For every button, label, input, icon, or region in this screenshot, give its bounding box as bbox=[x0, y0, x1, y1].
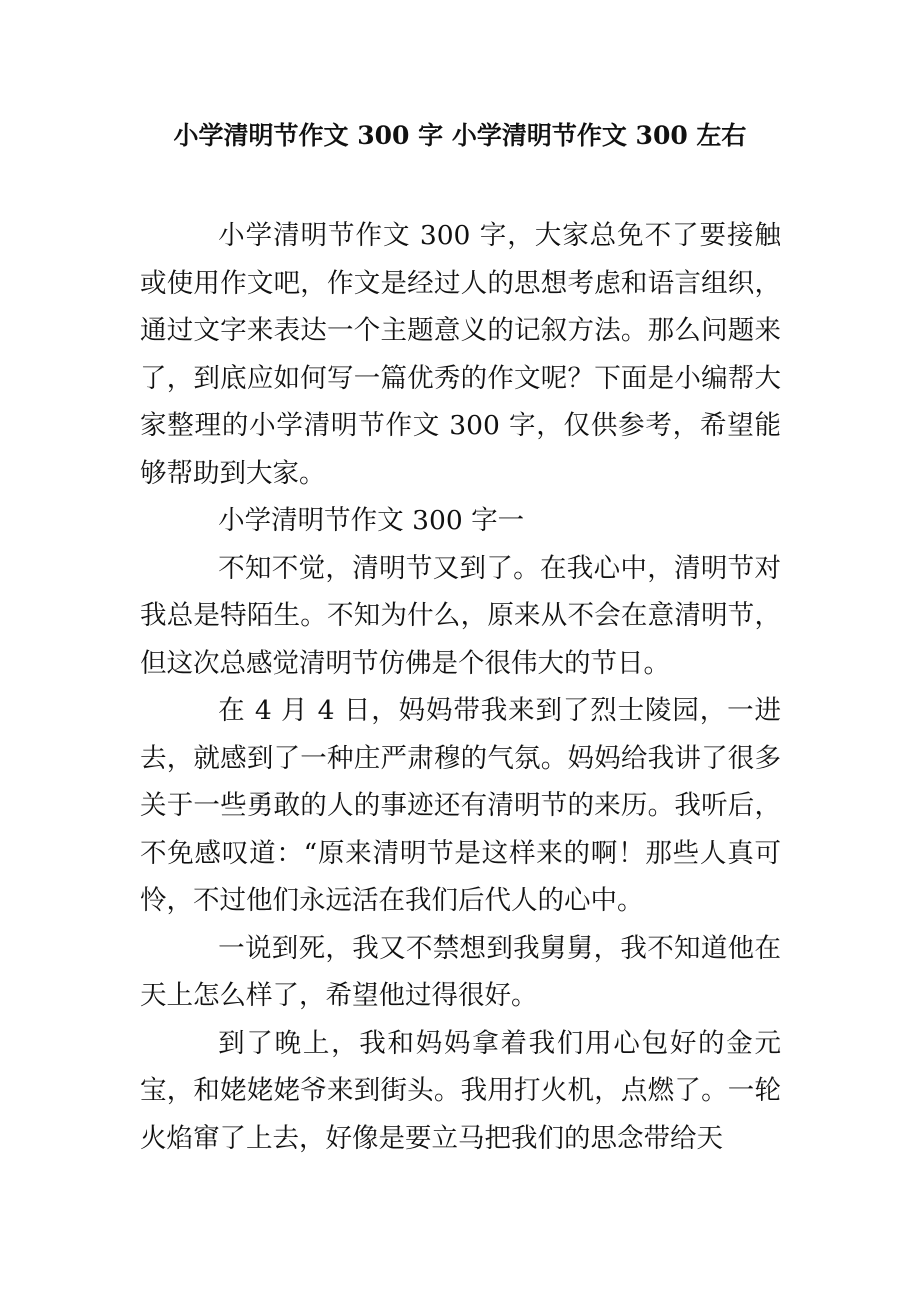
section-heading: 小学清明节作文 300 字一 bbox=[218, 505, 525, 536]
body-paragraph: 一说到死，我又不禁想到我舅舅，我不知道他在天上怎么样了，希望他过得很好。 bbox=[140, 932, 781, 1011]
document-body bbox=[140, 212, 781, 1162]
document-title: 小学清明节作文 300 字 小学清明节作文 300 左右 bbox=[173, 121, 747, 150]
body-paragraph: 不知不觉，清明节又到了。在我心中，清明节对我总是特陌生。不知为什么，原来从不会在意清明节，但这次总感觉清明节仿佛是个很伟大的节日。 bbox=[140, 552, 781, 679]
body-paragraph: 到了晚上，我和妈妈拿着我们用心包好的金元宝，和姥姥姥爷来到街头。我用打火机，点燃了。一轮火焰窜了上去，好像是要立马把我们的思念带给天 bbox=[140, 1027, 781, 1154]
intro-paragraph: 小学清明节作文 300 字，大家总免不了要接触或使用作文吧，作文是经过人的思想考虑和语言组织，通过文字来表达一个主题意义的记叙方法。那么问题来了，到底应如何写一篇优秀的作文呢？下面是小编帮大家整理的小学清明节作文 300 字，仅供参考，希望能够帮助到大家。 bbox=[140, 220, 781, 489]
body-paragraph: 在 4 月 4 日，妈妈带我来到了烈士陵园，一进去，就感到了一种庄严肃穆的气氛。妈妈给我讲了很多关于一些勇敢的人的事迹还有清明节的来历。我听后，不免感叹道：“原来清明节是这样来的啊！那些人真可怜，不过他们永远活在我们后代人的心中。 bbox=[140, 695, 781, 916]
